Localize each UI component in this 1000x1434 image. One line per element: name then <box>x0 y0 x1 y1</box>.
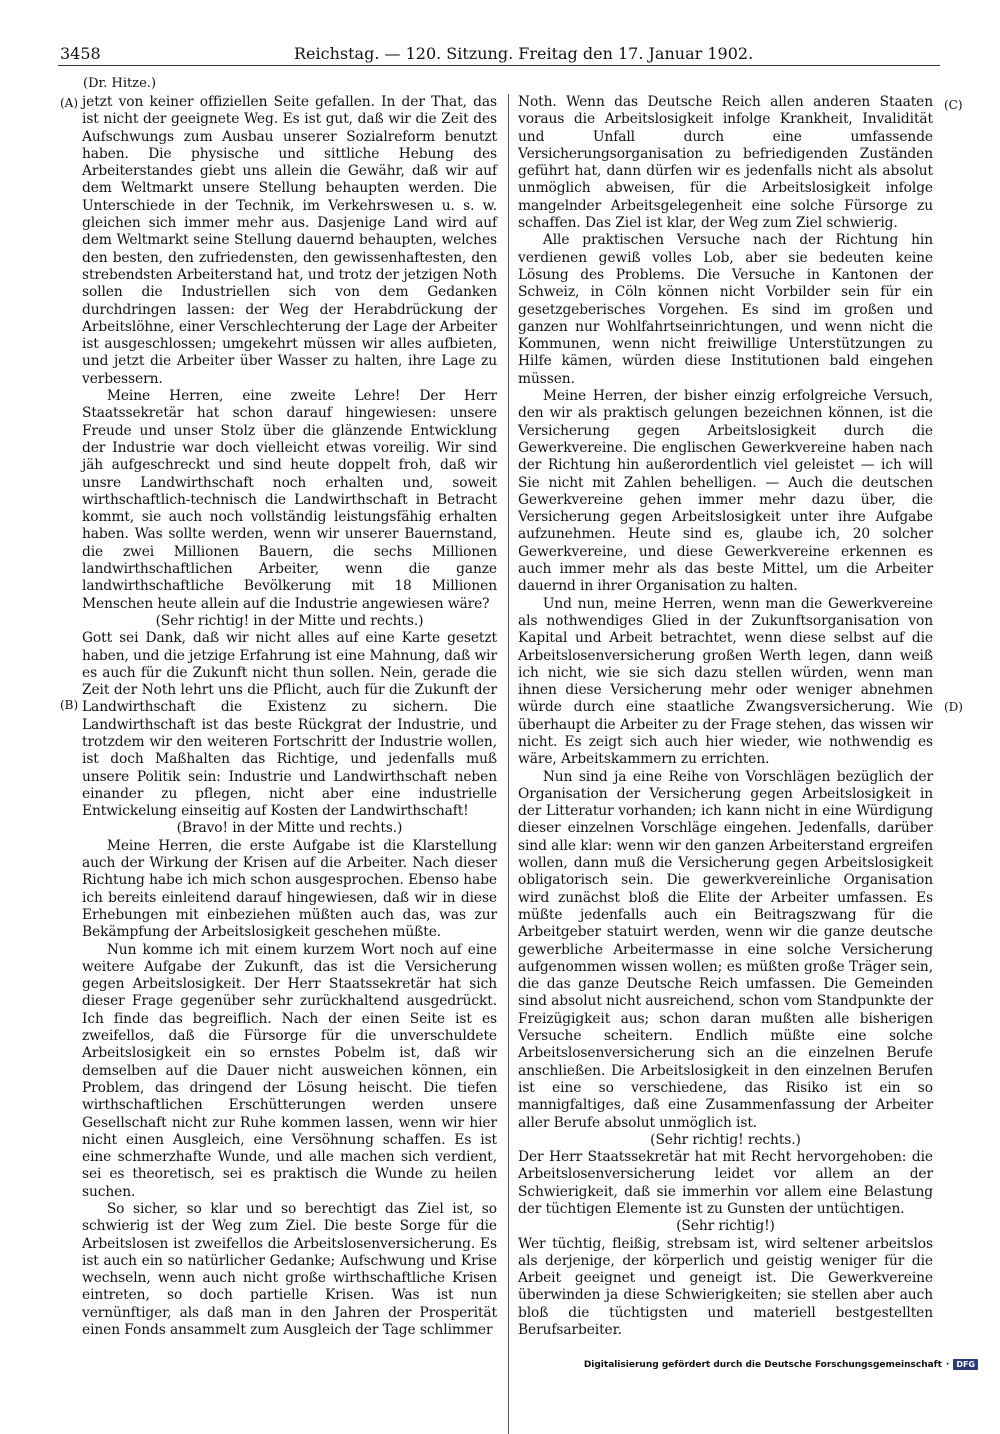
margin-marker-b: (B) <box>60 698 79 712</box>
speaker-label: (Dr. Hitze.) <box>83 76 157 91</box>
paragraph: Nun komme ich mit einem kurzem Wort noch auf eine weitere Aufgabe der Zukunft, das ist die Versicherung gegen Arbeitslosigkeit. Der Herr Staatssekretär hat sich dieser Frage gegenüber sehr zurückhaltend ausgedrückt. Ich finde das begreiflich. Nach der einen Seite ist es zweifellos, daß die Fürsorge für die unverschuldete Arbeitslosigkeit ein so ernstes Pobelm ist, daß wir demselben auf die Dauer nicht ausweichen können, ein Problem, das dringend der Lösung heischt. Die tiefen wirthschaftlichen Erschütterungen werden unsere Gesellschaft nicht zur Ruhe kommen lassen, wenn wir hier nicht einen Ausgleich, eine Versöhnung schaffen. Es ist eine schmerzhafte Wunde, und alle machen sich verdient, sei es theoretisch, sei es praktisch die Wunde zu heilen suchen. <box>82 941 497 1200</box>
paragraph: jetzt von keiner offiziellen Seite gefallen. In der That, das ist nicht der geeignete Weg. Es ist gut, daß wir die Zeit des Aufschwungs zum Ausbau unserer Sozialreform benutzt haben. Die physische und sittliche Hebung des Arbeiterstandes giebt uns allein die Gewähr, daß wir auf dem Weltmarkt unsere Stellung behaupten werden. Die Unterschiede in der Technik, im Verkehrswesen u. s. w. gleichen sich immer mehr aus. Dasjenige Land wird auf dem Weltmarkt seine Stellung dauernd behaupten, welches den besten, den zufriedensten, den gewissenhaftesten, den strebendsten Arbeiterstand hat, und trotz der jetzigen Noth sollen die Industriellen sich von dem Gedanken durchdringen lassen: der Weg der Herabdrückung der Arbeitslöhne, einer Verschlechterung der Lage der Arbeiter ist ausgeschlossen; umgekehrt müssen wir alles aufbieten, und jetzt die Arbeiter über Wasser zu halten, ihre Lage zu verbessern. <box>82 94 497 387</box>
dfg-logo: DFG <box>953 1359 978 1370</box>
running-title: Reichstag. — 120. Sitzung. Freitag den 17. Januar 1902. <box>294 44 754 63</box>
interjection: (Sehr richtig!) <box>676 1218 775 1235</box>
left-column <box>82 94 497 1339</box>
interjection: (Sehr richtig! rechts.) <box>650 1131 801 1148</box>
paragraph: Der Herr Staatssekretär hat mit Recht hervorgehoben: die Arbeitslosenversicherung leidet vor allem an der Schwierigkeit, daß sie immerhin vor allem eine Belastung der tüchtigen Elemente ist zu Gunsten der untüchtigen. <box>518 1149 933 1217</box>
margin-marker-d: (D) <box>944 700 963 714</box>
paragraph: Alle praktischen Versuche nach der Richtung hin verdienen gewiß volles Lob, aber sie bedeuten keine Lösung des Problems. Die Versuche in Kantonen der Schweiz, in Cöln können nicht Vorbilder sein für ein gesetzgeberisches Vorgehen. Es sind im großen und ganzen nur Wohlfahrtseinrichtungen, und wenn nicht die Kommunen, wenn nicht freiwillige Unterstützungen zu Hilfe kämen, würden diese Institutionen bald eingehen müssen. <box>518 232 933 387</box>
paragraph: Nun sind ja eine Reihe von Vorschlägen bezüglich der Organisation der Versicherung gegen Arbeitslosigkeit in der Litteratur vorhanden; ich kann nicht in eine Würdigung dieser einzelnen Vorschläge eingehen. Jedenfalls, darüber sind alle klar: wenn wir den ganzen Arbeiterstand ergreifen wollen, dann muß die Versicherung gegen Arbeitslosigkeit obligatorisch sein. Die gewerkvereinliche Organisation wird zunächst bloß die Elite der Arbeiter umfassen. Es müßte jedenfalls auch ein Beitragszwang für die Arbeitgeber statuirt werden, wenn wir die ganze deutsche gewerbliche Arbeitermasse in eine solche Versicherung aufgenommen wissen wollen; es müßten große Träger sein, die das ganze Deutsche Reich umfassen. Die Gemeinden sind absolut nicht ausreichend, schon vom Standpunkte der Freizügigkeit aus; schon daran mußten alle bisherigen Versuche scheitern. Endlich müßte eine solche Arbeitslosenversicherung sich an die einzelnen Berufe anschließen. Die Arbeitslosigkeit in den einzelnen Berufen ist eine so verschiedene, das Risiko ist ein so mannigfaltiges, daß eine Zusammenfassung der Arbeiter aller Berufe absolut unmöglich ist. <box>518 768 933 1131</box>
margin-marker-c: (C) <box>944 98 963 112</box>
paragraph: So sicher, so klar und so berechtigt das Ziel ist, so schwierig ist der Weg zum Ziel. Die beste Sorge für die Arbeitslosen ist zweifellos die Arbeitslosenversicherung. Es ist auch ein so natürlicher Gedanke; Aufschwung und Krise wechseln, wenn auch nicht große wirthschaftliche Krisen eintreten, so doch partielle Krisen. Was ist nun vernünftiger, als daß man in den Jahren der Prosperität einen Fonds ansammelt zum Ausgleich der Tage schlimmer <box>82 1201 497 1339</box>
interjection: (Sehr richtig! in der Mitte und rechts.) <box>155 612 424 629</box>
page-number: 3458 <box>60 44 101 63</box>
right-column <box>518 94 933 1339</box>
footer-separator: · <box>945 1359 950 1370</box>
interjection: (Bravo! in der Mitte und rechts.) <box>176 820 403 837</box>
paragraph: Gott sei Dank, daß wir nicht alles auf eine Karte gesetzt haben, und die jetzige Erfahrung ist eine Mahnung, daß wir es auch für die Zukunft nicht thun sollen. Nein, gerade die Zeit der Noth lehrt uns die Pflicht, auch für die Zukunft der Landwirthschaft die Existenz zu sichern. Die Landwirthschaft ist das beste Rückgrat der Industrie, und trotzdem wir den weiteren Fortschritt der Industrie wollen, ist doch Maßhalten das Richtige, und jedenfalls muß unsere Politik sein: Industrie und Landwirthschaft neben einander zu pflegen, nicht aber eine industrielle Entwickelung einseitig auf Kosten der Landwirthschaft! <box>82 630 497 820</box>
footer-text: Digitalisierung gefördert durch die Deutsche Forschungsgemeinschaft <box>583 1359 942 1370</box>
margin-marker-a: (A) <box>60 96 79 110</box>
header-rule <box>58 65 940 66</box>
paragraph: Meine Herren, eine zweite Lehre! Der Herr Staatssekretär hat schon darauf hingewiesen: unsere Freude und unser Stolz über die glänzende Entwicklung der Industrie war doch vielleicht etwas voreilig. Wir sind jäh aufgeschreckt und sind heute doppelt froh, daß wir unsre Landwirthschaft noch erhalten und, soweit wirthschaftlich-technisch die Landwirthschaft in Betracht kommt, sie auch noch vollständig leistungsfähig erhalten haben. Was sollte werden, wenn wir unserer Bauernstand, die zwei Millionen Bauern, die sechs Millionen landwirthschaftlichen Arbeiter, wenn die ganze landwirthschaftliche Bevölkerung mit 18 Millionen Menschen heute allein auf die Industrie angewiesen wäre? <box>82 388 497 612</box>
paragraph: Noth. Wenn das Deutsche Reich allen anderen Staaten voraus die Arbeitslosigkeit infolge Krankheit, Invalidität und Unfall durch eine umfassende Versicherungsorganisation zu befriedigenden Zuständen geführt hat, dann dürfen wir es jedenfalls nicht als absolut unmöglich abweisen, für die Arbeitslosigkeit infolge mangelnder Arbeitsgelegenheit eine solche Fürsorge zu schaffen. Das Ziel ist klar, der Weg zum Ziel schwierig. <box>518 94 933 232</box>
footer-credit <box>584 1359 978 1370</box>
paragraph: Meine Herren, die erste Aufgabe ist die Klarstellung auch der Wirkung der Krisen auf die Arbeiter. Nach dieser Richtung habe ich mich schon ausgesprochen. Ebenso habe ich bereits einleitend darauf hingewiesen, daß wir in diese Erhebungen mit einbeziehen müßten auch das, was zur Bekämpfung der Arbeitslosigkeit geschehen müßte. <box>82 837 497 941</box>
paragraph: Meine Herren, der bisher einzig erfolgreiche Versuch, den wir als praktisch gelungen bezeichnen können, ist die Versicherung gegen Arbeitslosigkeit durch die Gewerkvereine. Die englischen Gewerkvereine haben nach der Richtung hin außerordentlich viel geleistet — ich will Sie nicht mit Zahlen behelligen. — Auch die deutschen Gewerkvereine gehen immer mehr dazu über, die Versicherung gegen Arbeitslosigkeit unter ihre Aufgabe aufzunehmen. Heute sind es, glaube ich, 20 solcher Gewerkvereine, und diese Gewerkvereine erkennen es auch immer mehr als das beste Mittel, um die Arbeiter dauernd in ihrer Organisation zu halten. <box>518 388 933 595</box>
paragraph: Wer tüchtig, fleißig, strebsam ist, wird seltener arbeitslos als derjenige, der körperlich und geistig weniger für die Arbeit geeignet und geneigt ist. Die Gewerkvereine überwinden ja diese Schwierigkeiten; sie stellen aber auch bloß die tüchtigsten und materiell bestgestellten Berufsarbeiter. <box>518 1235 933 1339</box>
column-divider <box>508 94 509 1434</box>
paragraph: Und nun, meine Herren, wenn man die Gewerkvereine als nothwendiges Glied in der Zukunftsorganisation von Kapital und Arbeit betrachtet, wenn diese selbst auf die Arbeitslosenversicherung großen Werth legen, dann weiß ich nicht, wie sie sich dazu stellen würden, wenn man ihnen diese Versicherung mehr oder weniger abnehmen würde durch eine staatliche Zwangsversicherung. Wie überhaupt die Arbeiter zu der Frage stehen, das wissen wir nicht. Es zeigt sich auch hier wieder, wie nothwendig es wäre, Arbeitskammern zu errichten. <box>518 595 933 768</box>
